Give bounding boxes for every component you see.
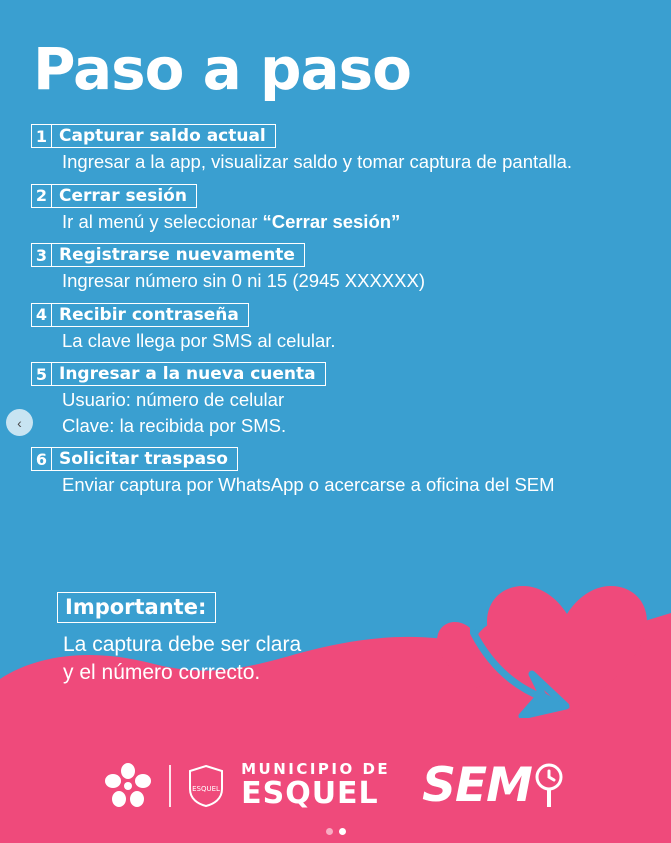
step-body: La clave llega por SMS al celular. [62,329,336,351]
carousel-dot-2[interactable] [339,828,346,835]
parking-meter-icon [532,763,566,809]
logo-divider [169,765,171,807]
steps-list [31,124,651,507]
step-title: Registrarse nuevamente [52,243,305,267]
step-item-5 [31,362,651,437]
step-header [31,184,651,208]
arrow-swoosh-icon [470,628,590,718]
step-item-1 [31,124,651,174]
step-item-6 [31,447,651,497]
step-header [31,124,651,148]
municipality-wordmark [241,762,390,809]
step-header [31,243,651,267]
step-number: 3 [31,243,52,267]
important-line-1: La captura debe ser clara [63,633,302,656]
step-body-line-2: Clave: la recibida por SMS. [62,414,287,436]
important-line-2: y el número correcto. [63,660,261,684]
step-body: Enviar captura por WhatsApp o acercarse a oficina del SEM [62,474,555,496]
step-item-3 [31,243,651,293]
shield-icon [189,765,223,807]
step-title: Solicitar traspaso [52,447,238,471]
municipality-top-text: MUNICIPIO DE [241,760,391,778]
carousel-dots [0,828,671,835]
sem-logo [422,758,566,813]
step-body: Ingresar número sin 0 ni 15 (2945 XXXXXX) [62,270,425,292]
step-header [31,447,651,471]
important-note [57,592,301,686]
footer-logos [0,758,671,813]
step-title: Capturar saldo actual [52,124,276,148]
step-title: Cerrar sesión [52,184,197,208]
step-number: 4 [31,303,52,327]
step-body: Ingresar a la app, visualizar saldo y tomar captura de pantalla. [62,151,573,172]
step-number: 5 [31,362,52,386]
page-title: Paso a paso [33,35,412,103]
step-body-prefix: Ir al menú y seleccionar [62,210,263,232]
important-label: Importante: [57,592,216,623]
step-body [62,211,651,234]
step-item-4 [31,303,651,353]
carousel-dot-1[interactable] [326,828,333,835]
step-body-line-1: Usuario: número de celular [62,389,285,411]
step-number: 1 [31,124,52,148]
step-item-2 [31,184,651,234]
step-body-emphasis: “Cerrar sesión” [262,210,401,232]
step-number: 2 [31,184,52,208]
carousel-prev-button[interactable]: ‹ [6,409,33,436]
sem-label: SEM [422,758,532,813]
step-header [31,303,651,327]
step-title: Recibir contraseña [52,303,249,327]
svg-text:ESQUEL: ESQUEL [192,784,221,793]
municipality-bottom-text: ESQUEL [241,776,379,811]
step-title: Ingresar a la nueva cuenta [52,362,326,386]
step-number: 6 [31,447,52,471]
step-header [31,362,651,386]
flower-logo-icon [105,763,151,809]
